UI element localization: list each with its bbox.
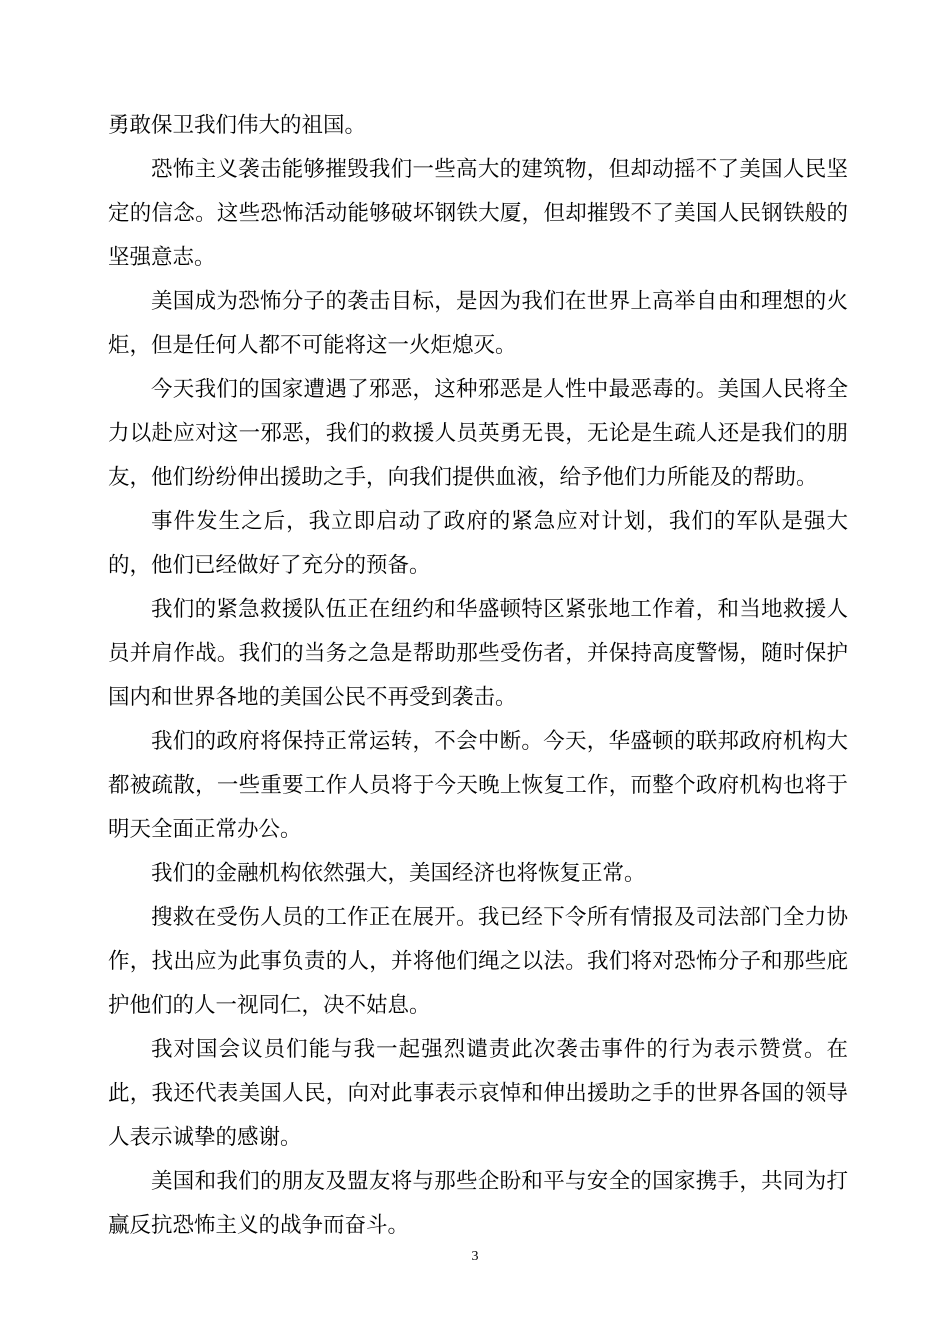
paragraph: 我们的政府将保持正常运转，不会中断。今天，华盛顿的联邦政府机构大都被疏散，一些重要工作人员将于今天晚上恢复工作，而整个政府机构也将于明天全面正常办公。 [108, 729, 848, 842]
document-body [108, 104, 848, 1248]
paragraph: 搜救在受伤人员的工作正在展开。我已经下令所有情报及司法部门全力协作，找出应为此事负责的人，并将他们绳之以法。我们将对恐怖分子和那些庇护他们的人一视同仁，决不姑息。 [108, 905, 848, 1018]
paragraph: 我们的金融机构依然强大，美国经济也将恢复正常。 [151, 861, 646, 886]
paragraph: 美国成为恐怖分子的袭击目标，是因为我们在世界上高举自由和理想的火炬，但是任何人都不可能将这一火炬熄灭。 [108, 289, 848, 358]
paragraph: 美国和我们的朋友及盟友将与那些企盼和平与安全的国家携手，共同为打赢反抗恐怖主义的战争而奋斗。 [108, 1169, 848, 1238]
paragraph: 我们的紧急救援队伍正在纽约和华盛顿特区紧张地工作着，和当地救援人员并肩作战。我们的当务之急是帮助那些受伤者，并保持高度警惕，随时保护国内和世界各地的美国公民不再受到袭击。 [108, 597, 848, 710]
paragraph: 勇敢保卫我们伟大的祖国。 [108, 113, 367, 138]
paragraph: 我对国会议员们能与我一起强烈谴责此次袭击事件的行为表示赞赏。在此，我还代表美国人民，向对此事表示哀悼和伸出援助之手的世界各国的领导人表示诚挚的感谢。 [108, 1037, 848, 1150]
paragraph: 恐怖主义袭击能够摧毁我们一些高大的建筑物，但却动摇不了美国人民坚定的信念。这些恐怖活动能够破坏钢铁大厦，但却摧毁不了美国人民钢铁般的坚强意志。 [108, 157, 848, 270]
paragraph: 事件发生之后，我立即启动了政府的紧急应对计划，我们的军队是强大的，他们已经做好了充分的预备。 [108, 509, 848, 578]
paragraph: 今天我们的国家遭遇了邪恶，这种邪恶是人性中最恶毒的。美国人民将全力以赴应对这一邪恶，我们的救援人员英勇无畏，无论是生疏人还是我们的朋友，他们纷纷伸出援助之手，向我们提供血液，给予他们力所能及的帮助。 [108, 377, 848, 490]
page-number: 3 [471, 1249, 479, 1264]
